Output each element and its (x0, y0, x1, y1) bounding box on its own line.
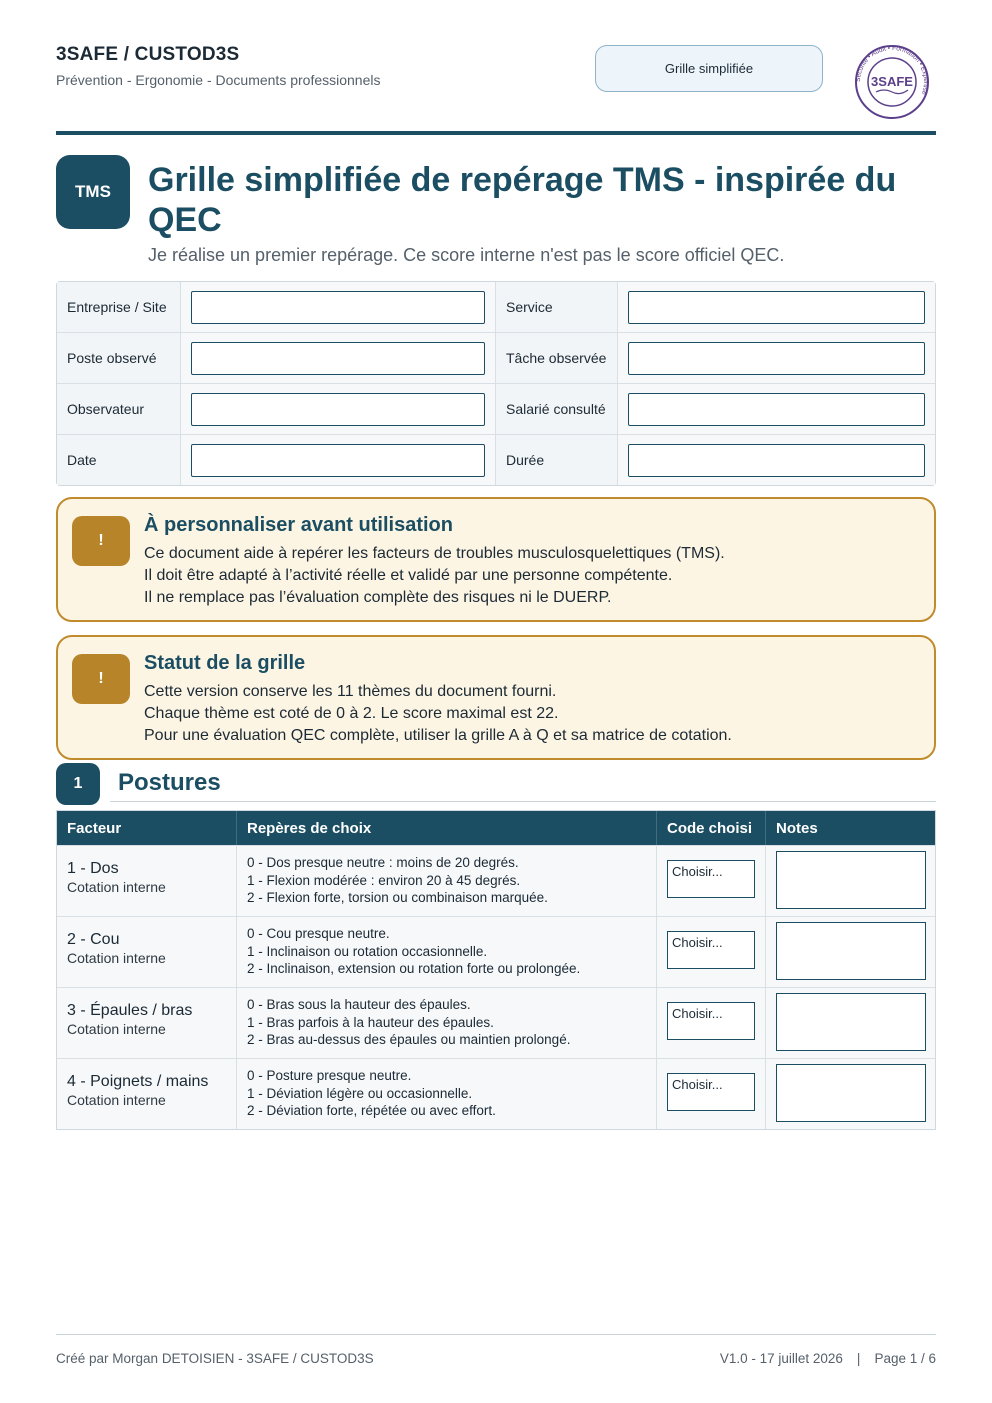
tms-badge: TMS (56, 155, 130, 229)
repere-option: 1 - Déviation légère ou occasionnelle. (247, 1085, 473, 1101)
info-row (57, 333, 935, 384)
notes-field-poignets[interactable] (776, 1064, 926, 1122)
reperes-list (237, 917, 657, 987)
callout-title: À personnaliser avant utilisation (144, 514, 453, 536)
footer-meta (720, 1351, 936, 1366)
label-poste-observe: Poste observé (57, 333, 181, 383)
identification-table (56, 281, 936, 486)
warning-icon: ! (72, 516, 130, 566)
table-row (57, 916, 935, 987)
repere-option: 2 - Flexion forte, torsion ou combinaison marquée. (247, 890, 548, 905)
repere-option: 0 - Bras sous la hauteur des épaules. (247, 997, 471, 1012)
code-select-epaules[interactable]: Choisir... (667, 1002, 755, 1040)
notes-field-epaules[interactable] (776, 993, 926, 1051)
poste-observe-field[interactable] (191, 342, 485, 375)
service-field[interactable] (628, 291, 925, 324)
section-title: Postures (118, 769, 221, 796)
footer-page-number: Page 1 / 6 (874, 1351, 936, 1366)
table-row (57, 987, 935, 1058)
reperes-list (237, 846, 657, 916)
company-stamp (848, 44, 936, 120)
callout-line: Il doit être adapté à l’activité réelle et validé par une personne compétente. (144, 567, 673, 584)
column-header-code: Code choisi (657, 811, 766, 845)
factor-subtitle: Cotation interne (67, 879, 166, 895)
document-type-pill: Grille simplifiée (595, 45, 823, 92)
code-select-dos[interactable]: Choisir... (667, 860, 755, 898)
grid-status-callout (56, 635, 936, 760)
salarie-consulte-field[interactable] (628, 393, 925, 426)
postures-table (56, 810, 936, 1130)
info-row (57, 384, 935, 435)
code-select-cou[interactable]: Choisir... (667, 931, 755, 969)
factor-name: 3 - Épaules / bras (67, 1002, 193, 1019)
footer-credit-suffix: - 3SAFE / CUSTOD3S (234, 1351, 374, 1366)
repere-option: 0 - Posture presque neutre. (247, 1068, 412, 1083)
table-row (57, 1058, 935, 1129)
column-header-facteur: Facteur (57, 811, 237, 845)
code-select-poignets[interactable]: Choisir... (667, 1073, 755, 1111)
repere-option: 1 - Flexion modérée : environ 20 à 45 degrés. (247, 872, 521, 888)
date-field[interactable] (191, 444, 485, 477)
footer-credit-prefix: Créé par Morgan (56, 1351, 162, 1366)
table-header (57, 811, 935, 845)
document-title: Grille simplifiée de repérage TMS - inspirée du QEC (148, 161, 897, 239)
callout-line: Pour une évaluation QEC complète, utiliser la grille A à Q et sa matrice de cotation. (144, 727, 732, 744)
factor-subtitle: Cotation interne (67, 1021, 166, 1037)
customize-warning-callout (56, 497, 936, 622)
label-service: Service (496, 282, 618, 332)
header-divider (56, 131, 936, 135)
factor-subtitle: Cotation interne (67, 1092, 166, 1108)
callout-line: Cette version conserve les 11 thèmes du document fourni. (144, 683, 557, 700)
repere-option: 2 - Bras au-dessus des épaules ou maintien prolongé. (247, 1032, 571, 1047)
label-tache-observee: Tâche observée (496, 333, 618, 383)
footer-credit (56, 1351, 374, 1366)
callout-line: Chaque thème est coté de 0 à 2. Le score maximal est 22. (144, 705, 559, 722)
notes-field-cou[interactable] (776, 922, 926, 980)
callout-title: Statut de la grille (144, 652, 306, 674)
label-duree: Durée (496, 435, 618, 485)
notes-field-dos[interactable] (776, 851, 926, 909)
repere-option: 0 - Cou presque neutre. (247, 926, 390, 941)
repere-option: 2 - Inclinaison, extension ou rotation forte ou prolongée. (247, 961, 581, 976)
footer-separator: | (856, 1351, 861, 1366)
factor-name: 1 - Dos (67, 860, 119, 877)
brand-name: 3SAFE / CUSTOD3S (56, 44, 240, 65)
entreprise-site-field[interactable] (191, 291, 485, 324)
tache-observee-field[interactable] (628, 342, 925, 375)
callout-line: Ce document aide à repérer les facteurs de troubles musculosquelettiques (TMS). (144, 545, 725, 562)
section-number-badge: 1 (56, 763, 100, 805)
label-salarie-consulte: Salarié consulté (496, 384, 618, 434)
warning-icon: ! (72, 654, 130, 704)
factor-subtitle: Cotation interne (67, 950, 166, 966)
info-row (57, 435, 935, 485)
observateur-field[interactable] (191, 393, 485, 426)
duree-field[interactable] (628, 444, 925, 477)
factor-name: 4 - Poignets / mains (67, 1073, 209, 1090)
brand-tagline: Prévention - Ergonomie - Documents professionnels (56, 72, 381, 88)
label-observateur: Observateur (57, 384, 181, 434)
label-entreprise-site: Entreprise / Site (57, 282, 181, 332)
repere-option: 1 - Bras parfois à la hauteur des épaules. (247, 1014, 494, 1030)
section-divider (110, 801, 936, 802)
table-row (57, 845, 935, 916)
stamp-center-text: 3SAFE (871, 74, 913, 89)
callout-line: Il ne remplace pas l’évaluation complète des risques ni le DUERP. (144, 589, 612, 606)
repere-option: 2 - Déviation forte, répétée ou avec effort. (247, 1103, 496, 1118)
repere-option: 1 - Inclinaison ou rotation occasionnelle. (247, 943, 488, 959)
column-header-notes: Notes (776, 819, 818, 837)
column-header-reperes: Repères de choix (237, 811, 657, 845)
info-row (57, 282, 935, 333)
reperes-list (237, 1059, 657, 1129)
page-header (56, 44, 936, 134)
label-date: Date (57, 435, 181, 485)
factor-name: 2 - Cou (67, 931, 120, 948)
repere-option: 0 - Dos presque neutre : moins de 20 degrés. (247, 855, 519, 870)
footer-divider (56, 1334, 936, 1335)
document-subtitle: Je réalise un premier repérage. Ce score interne n'est pas le score officiel QEC. (148, 245, 785, 265)
footer-version: V1.0 - 17 juillet 2026 (719, 1351, 843, 1366)
stamp-ring-text: Sécurité • Audit • Formation • Expertise (854, 44, 930, 96)
footer-author-name: DETOISIEN (161, 1351, 235, 1366)
reperes-list (237, 988, 657, 1058)
